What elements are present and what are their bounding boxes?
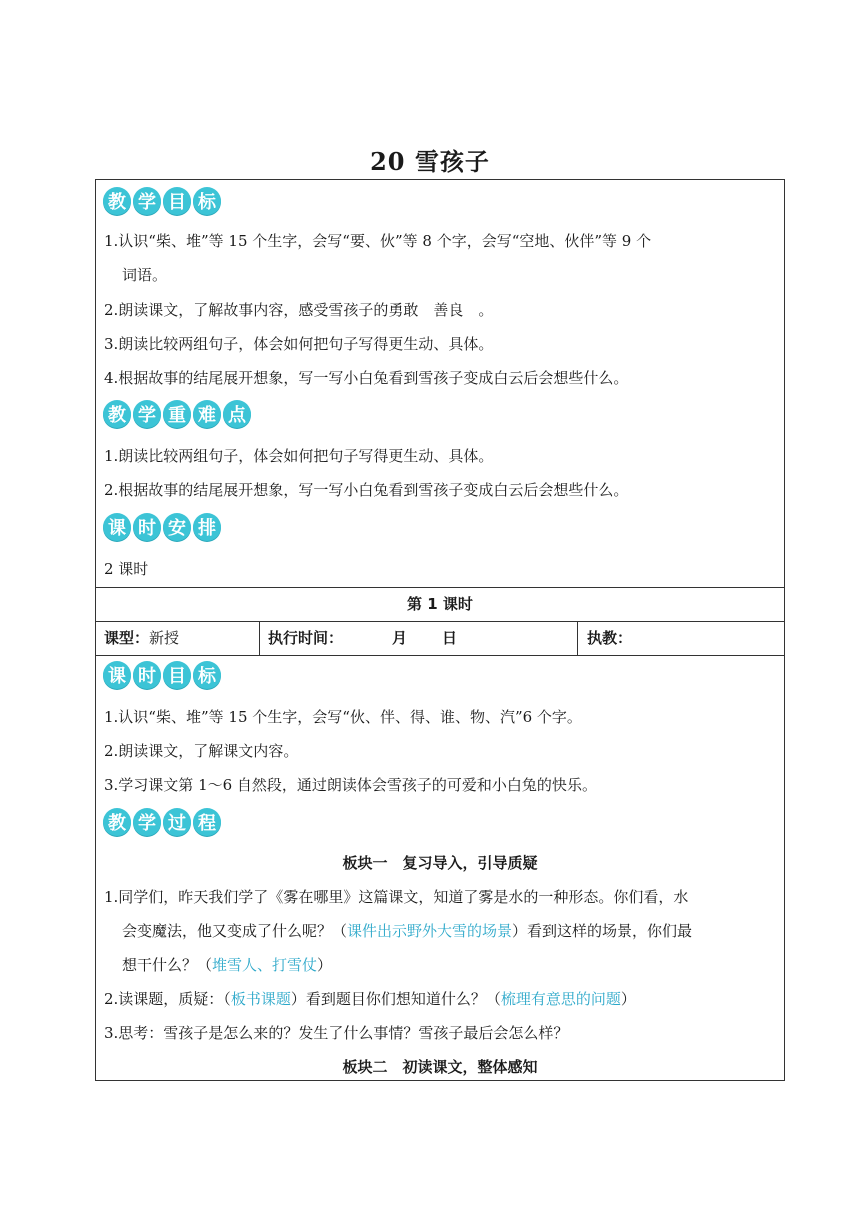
- lesson-goal-1: 1.认识“柴、堆”等 15 个生字，会写“伙、伴、得、谁、物、汽”6 个字。: [104, 708, 582, 726]
- key-point-2: 2.根据故事的结尾展开想象，写一写小白兔看到雪孩子变成白云后会想些什么。: [104, 481, 629, 499]
- block-1-para-1: 1.同学们，昨天我们学了《雾在哪里》这篇课文，知道了雾是水的一种形态。你们看，水: [104, 888, 689, 906]
- goal-3: 3.朗读比较两组句子，体会如何把句子写得更生动、具体。: [104, 335, 494, 353]
- lesson-goals-badge: 课 时 目 标: [103, 661, 221, 693]
- process-badge: 教 学 过 程: [103, 808, 221, 840]
- goal-1: 1.认识“柴、堆”等 15 个生字，会写“要、伙”等 8 个字，会写“空地、伙伴”等 9 个: [104, 232, 652, 250]
- block-1-para-3: 3.思考：雪孩子是怎么来的？发生了什么事情？雪孩子最后会怎么样？: [104, 1024, 569, 1042]
- block-1-para-1-cont: 会变魔法，他又变成了什么呢？（课件出示野外大雪的场景）看到这样的场景，你们最: [122, 922, 693, 940]
- key-points-badge: 教 学 重 难 点: [103, 400, 251, 432]
- lesson-goal-2: 2.朗读课文，了解课文内容。: [104, 742, 299, 760]
- lesson-goal-3: 3.学习课文第 1～6 自然段，通过朗读体会雪孩子的可爱和小白兔的快乐。: [104, 776, 597, 794]
- block-2-heading: 板块二 初读课文，整体感知: [342, 1058, 538, 1076]
- schedule-text: 2 课时: [104, 560, 149, 578]
- page-title: 20 雪孩子: [370, 147, 490, 176]
- goal-4: 4.根据故事的结尾展开想象，写一写小白兔看到雪孩子变成白云后会想些什么。: [104, 369, 629, 387]
- schedule-badge: 课 时 安 排: [103, 513, 221, 545]
- lesson-plan-table: [95, 179, 785, 1081]
- lesson-header: 第 1 课时: [407, 595, 473, 613]
- block-1-heading: 板块一 复习导入，引导质疑: [342, 854, 538, 872]
- key-point-1: 1.朗读比较两组句子，体会如何把句子写得更生动、具体。: [104, 447, 494, 465]
- teaching-goals-badge: 教 学 目 标: [103, 187, 221, 219]
- block-1-para-1-end: 想干什么？（堆雪人、打雪仗）: [122, 956, 333, 974]
- day-label: 日: [442, 629, 458, 647]
- goal-2: 2.朗读课文，了解故事内容，感受雪孩子的勇敢 善良 。: [104, 301, 494, 319]
- goal-1-cont: 词语。: [122, 266, 168, 284]
- teacher-label: 执教：: [587, 629, 633, 647]
- block-1-para-2: 2.读课题，质疑：（板书课题）看到题目你们想知道什么？（梳理有意思的问题）: [104, 990, 636, 1008]
- lesson-type: 课型：新授: [104, 629, 180, 647]
- execution-time-label: 执行时间：: [268, 629, 344, 647]
- month-label: 月: [392, 629, 408, 647]
